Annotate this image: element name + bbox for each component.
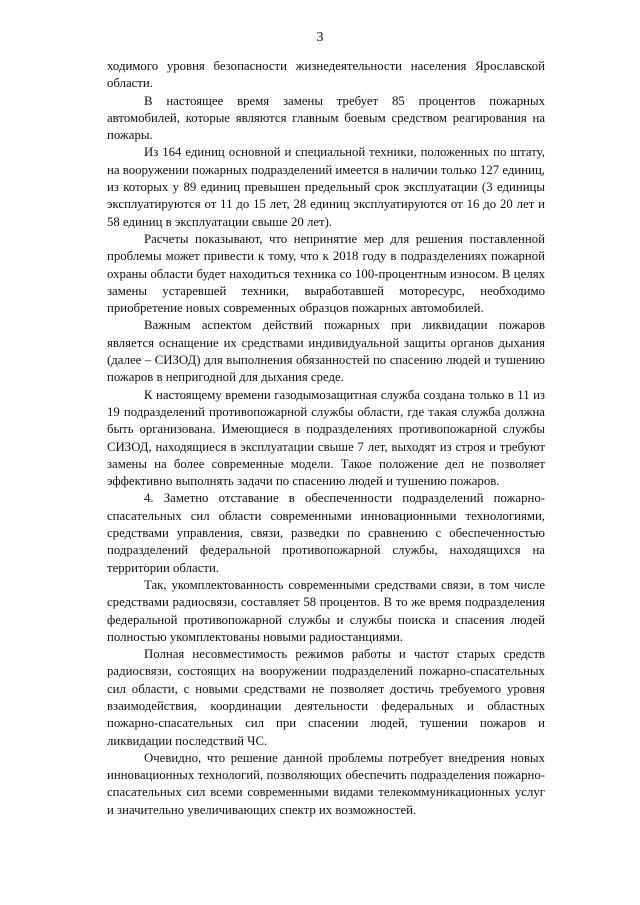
paragraph: Расчеты показывают, что непринятие мер для решения поставленной проблемы может привести к тому, что к 2018 году в подразделениях пожарной охраны области будет находиться техника со 100-процентным износом. В целях замены устаревшей техники, выработавшей моторесурс, необходимо приобретение новых современных образцов пожарных автомобилей. xyxy=(107,231,545,316)
paragraph: В настоящее время замены требует 85 процентов пожарных автомобилей, которые являются главным боевым средством реагирования на пожары. xyxy=(107,93,545,143)
paragraph: Из 164 единиц основной и специальной техники, положенных по штату, на вооружении пожарных подразделений имеется в наличии только 127 единиц, из которых у 89 единиц превышен предельный срок эксплуатации (3 единицы эксплуатируются от 11 до 15 лет, 28 единиц эксплуатируются от 16 до 20 лет и 58 единиц в эксплуатации свыше 20 лет). xyxy=(107,145,545,229)
paragraph: К настоящему времени газодымозащитная служба создана только в 11 из 19 подразделений противопожарной службы области, где такая служба должна быть организована. Имеющиеся в подразделениях противопожарной службы СИЗОД, находящиеся в эксплуатации свыше 7 лет, выходят из строя и требуют замены на более современные модели. Такое положение дел не позволяет эффективно выполнять задачи по спасению людей и тушению пожаров. xyxy=(107,387,545,489)
paragraph: Так, укомплектованность современными средствами связи, в том числе средствами радиосвязи, составляет 58 процентов. В то же время подразделения федеральной противопожарной службы и службы поиска и спасения людей полностью укомплектованы новыми радиостанциями. xyxy=(107,577,545,644)
document-body xyxy=(107,58,545,819)
paragraph: Очевидно, что решение данной проблемы потребует внедрения новых инновационных технологий, позволяющих обеспечить подразделения пожарно-спасательных сил всеми современными видами телекоммуникационных услуг и значительно увеличивающих спектр их возможностей. xyxy=(107,750,545,817)
paragraph: Важным аспектом действий пожарных при ликвидации пожаров является оснащение их средствами индивидуальной защиты органов дыхания (далее – СИЗОД) для выполнения обязанностей по спасению людей и тушению пожаров в непригодной для дыхания среде. xyxy=(107,318,545,385)
paragraph: Полная несовместимость режимов работы и частот старых средств радиосвязи, состоящих на вооружении подразделений пожарно-спасательных сил области, с новыми средствами не позволяет достичь требуемого уровня взаимодействия, координации деятельности федеральных и областных пожарно-спасательных сил при спасении людей, тушении пожаров и ликвидации последствий ЧС. xyxy=(107,647,545,748)
paragraph: ходимого уровня безопасности жизнедеятельности населения Ярославской области. xyxy=(107,59,545,91)
paragraph: 4. Заметно отставание в обеспеченности подразделений пожарно-спасательных сил области современными инновационными технологиями, средствами управления, связи, разведки по сравнению с обеспеченностью подразделений федеральной противопожарной службы, находящихся на территории области. xyxy=(107,491,545,575)
page-number: 3 xyxy=(316,30,324,45)
